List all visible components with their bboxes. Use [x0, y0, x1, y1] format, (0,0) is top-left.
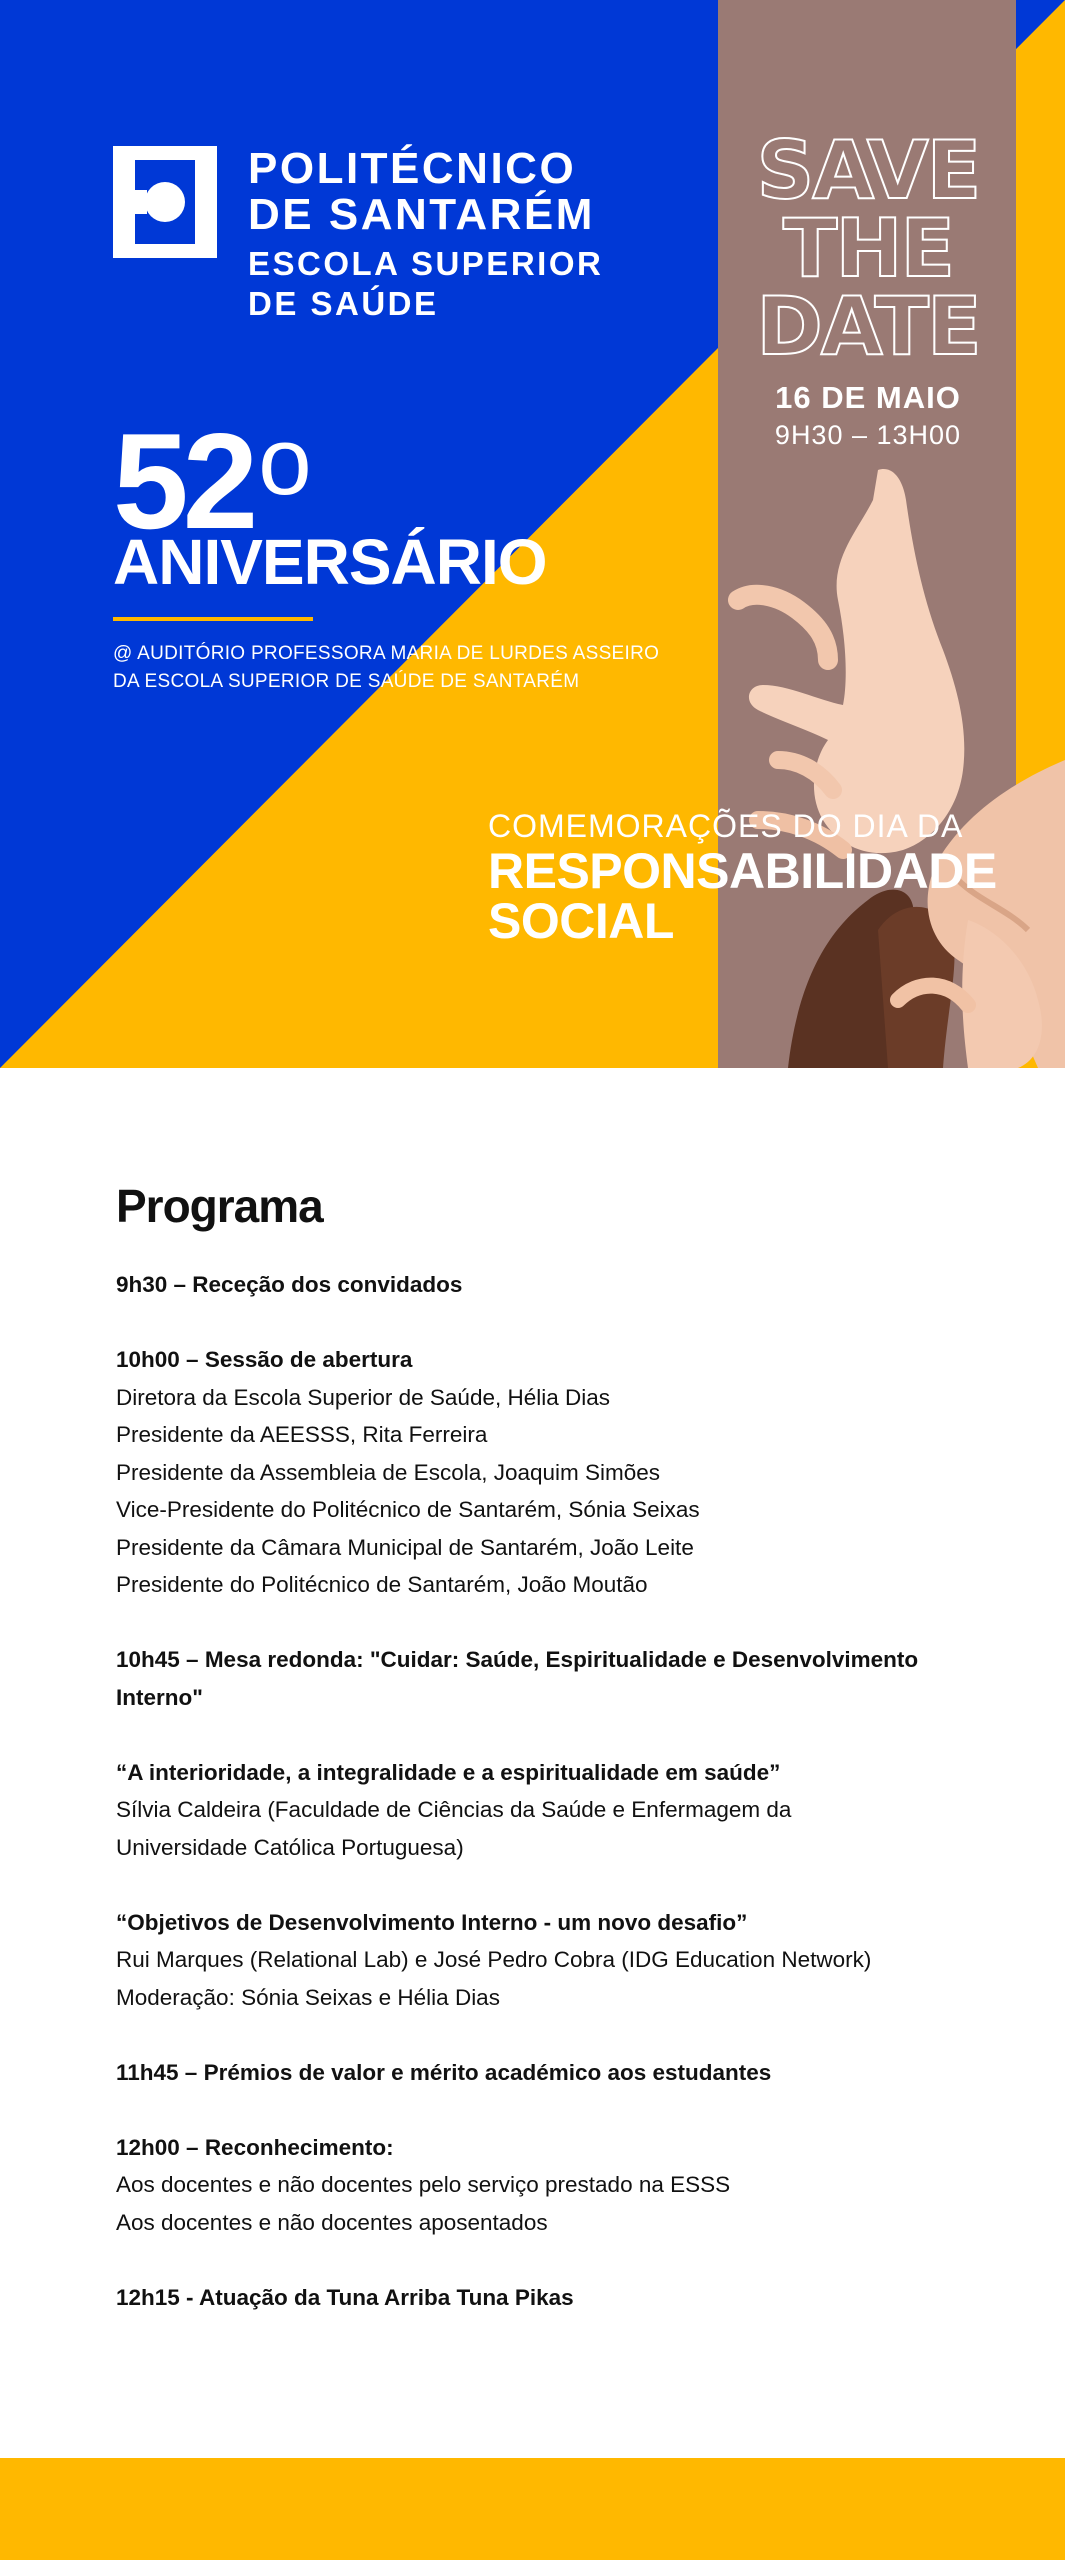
program-item-detail: Moderação: Sónia Seixas e Hélia Dias: [116, 1984, 500, 2010]
save-line3: DATE: [756, 280, 980, 373]
venue-text: [113, 640, 659, 696]
program-item-heading: 10h45 – Mesa redonda: "Cuidar: Saúde, Espiritualidade e Desenvolvimento: [116, 1647, 919, 1672]
venue-line1: @ AUDITÓRIO PROFESSORA MARIA DE LURDES ASSEIRO: [113, 643, 660, 664]
logo-line4: DE SAÚDE: [248, 285, 439, 322]
program-item-detail: Rui Marques (Relational Lab) e José Pedro Cobra (IDG Education Network): [116, 1947, 872, 1972]
anniversary-title: ANIVERSÁRIO: [113, 526, 547, 598]
program-list: [116, 1266, 976, 2316]
save-the-date: [718, 124, 1018, 373]
save-line1: SAVE: [756, 124, 980, 217]
program-item: [116, 2279, 976, 2317]
divider: [113, 617, 313, 621]
comm-line2: RESPONSABILIDADE: [488, 843, 997, 899]
program-item: [116, 2054, 976, 2092]
logo-line1: POLITÉCNICO: [248, 144, 577, 193]
program-item-heading: “Objetivos de Desenvolvimento Interno - um novo desafio”: [116, 1909, 748, 1935]
program-item-heading: 12h15 - Atuação da Tuna Arriba Tuna Pikas: [116, 2284, 574, 2310]
program-item: [116, 1904, 976, 2017]
hands-photo: [718, 460, 1065, 1068]
venue-line2: DA ESCOLA SUPERIOR DE SAÚDE DE SANTARÉM: [113, 671, 580, 692]
commemoration-text: [488, 806, 997, 949]
program-item-heading: 11h45 – Prémios de valor e mérito académico aos estudantes: [116, 2059, 772, 2085]
degree-symbol: o: [258, 408, 312, 515]
hero-banner: [0, 0, 1065, 1068]
program-item-detail: Presidente do Politécnico de Santarém, João Moutão: [116, 1572, 648, 1597]
program-item-detail: Presidente da Câmara Municipal de Santarém, João Leite: [116, 1534, 694, 1560]
logo-line3: ESCOLA SUPERIOR: [248, 245, 604, 282]
event-date: 16 DE MAIO: [775, 380, 961, 415]
program-item-detail: Vice-Presidente do Politécnico de Santarém, Sónia Seixas: [116, 1497, 700, 1522]
program-item-detail: Aos docentes e não docentes pelo serviço prestado na ESSS: [116, 2172, 731, 2197]
save-line2: THE: [782, 202, 954, 295]
program-title: Programa: [116, 1180, 323, 1232]
program-item: [116, 1641, 976, 1716]
program-item-heading: 10h00 – Sessão de abertura: [116, 1347, 413, 1372]
program-item: [116, 2129, 976, 2242]
comm-line1: COMEMORAÇÕES DO DIA DA: [488, 808, 964, 844]
program-item-detail: Presidente da AEESSS, Rita Ferreira: [116, 1422, 488, 1447]
program-item-heading: “A interioridade, a integralidade e a espiritualidade em saúde”: [116, 1759, 781, 1785]
institution-name: [248, 146, 603, 324]
program-item-detail: Universidade Católica Portuguesa): [116, 1834, 464, 1860]
program-item-detail: Diretora da Escola Superior de Saúde, Hélia Dias: [116, 1384, 611, 1410]
program-item-heading: Interno": [116, 1684, 203, 1710]
program-item-heading: 12h00 – Reconhecimento:: [116, 2134, 394, 2160]
program-item-heading: 9h30 – Receção dos convidados: [116, 1272, 463, 1297]
program-item: [116, 1266, 976, 1304]
footer-bar: [0, 2458, 1065, 2560]
anniversary-number-value: 52: [113, 405, 253, 557]
politecnico-logo-icon: [113, 146, 217, 258]
program-item-detail: Sílvia Caldeira (Faculdade de Ciências da Saúde e Enfermagem da: [116, 1797, 792, 1822]
program-item: [116, 1341, 976, 1604]
comm-line3: SOCIAL: [488, 893, 674, 949]
program-item-detail: Aos docentes e não docentes aposentados: [116, 2209, 548, 2235]
logo-line2: DE SANTARÉM: [248, 190, 595, 239]
event-time: 9H30 – 13H00: [774, 420, 962, 450]
program-section: [116, 1176, 976, 2354]
program-item: [116, 1754, 976, 1867]
program-item-detail: Presidente da Assembleia de Escola, Joaquim Simões: [116, 1459, 661, 1485]
